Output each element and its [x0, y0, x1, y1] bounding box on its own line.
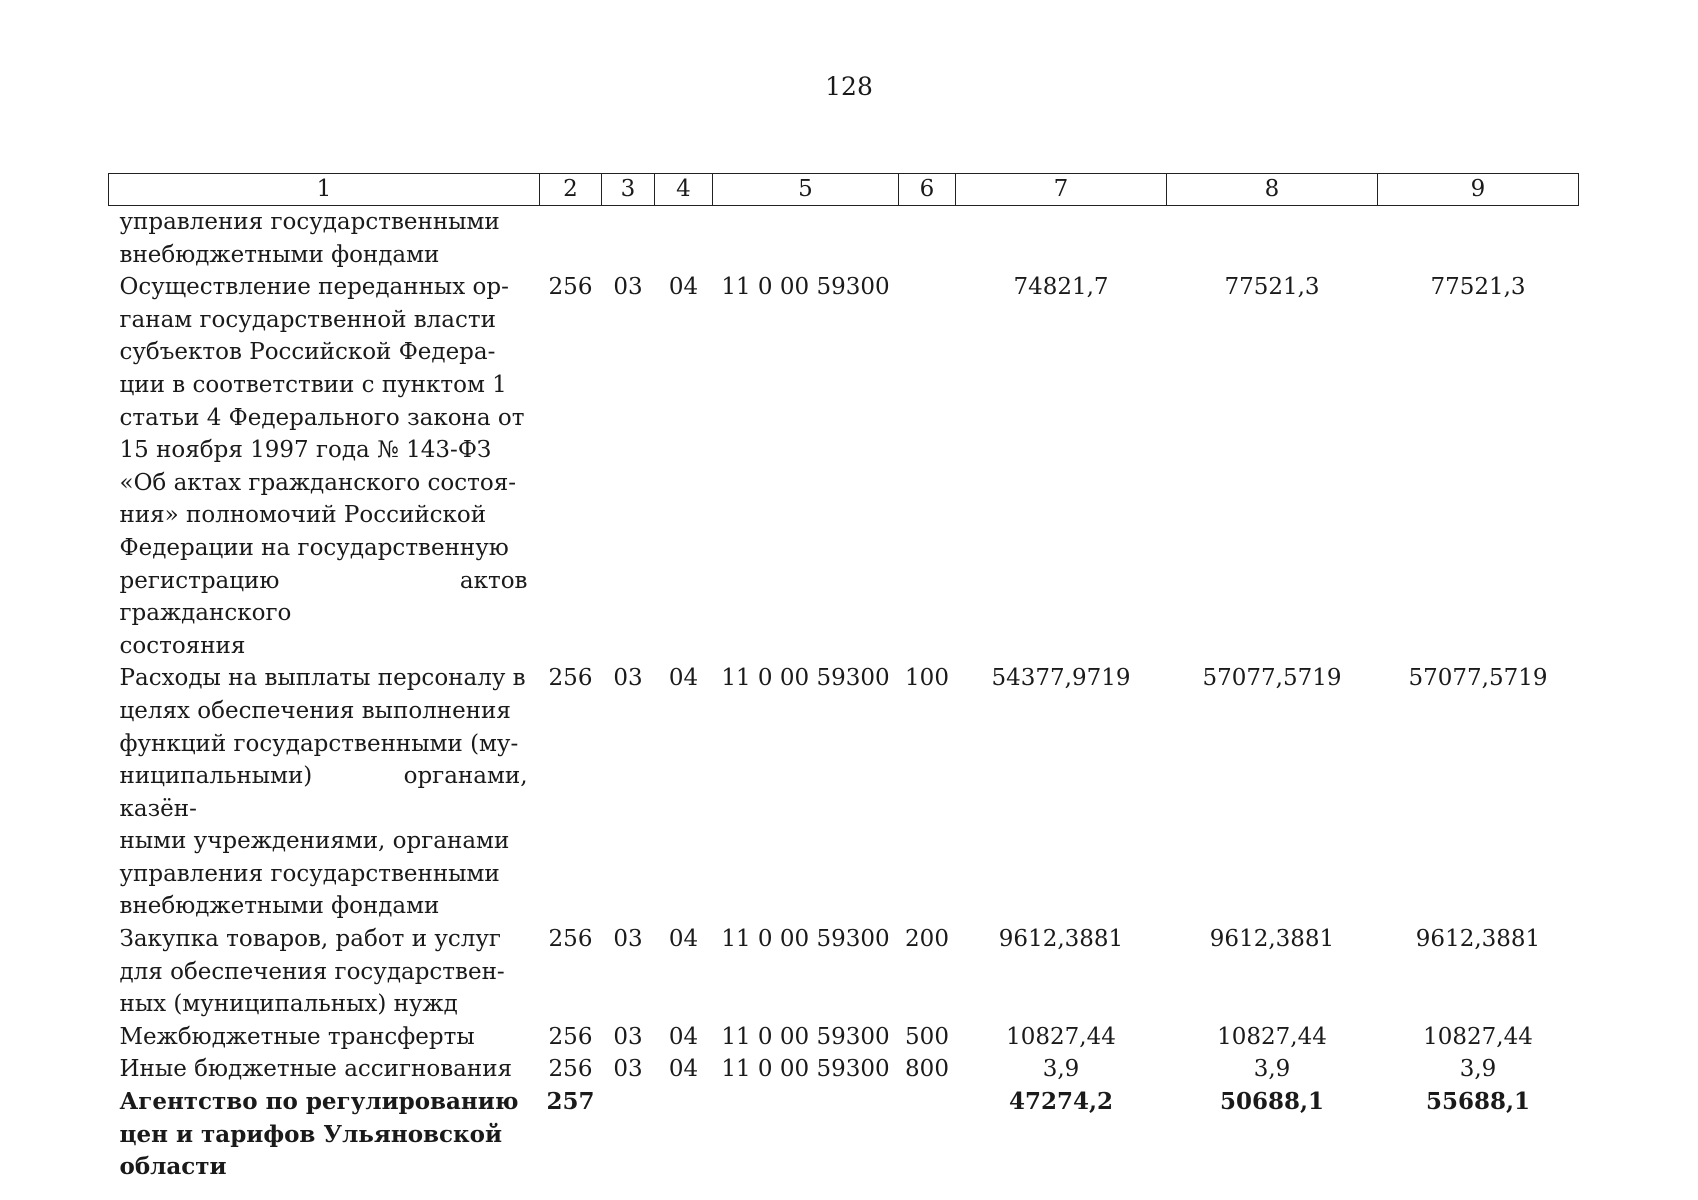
- description-cell: [109, 923, 540, 1021]
- header-cell-6: 6: [899, 174, 956, 206]
- budget-table: [108, 173, 1579, 1184]
- code-section-cell: 03: [613, 665, 643, 692]
- description-line: состояния: [119, 632, 246, 659]
- description-line: Закупка товаров, работ и услуг: [119, 926, 501, 953]
- amount-col8-cell: [1167, 206, 1378, 272]
- code-admin-cell: 256: [548, 926, 593, 953]
- header-cell-7: 7: [956, 174, 1167, 206]
- code-section-cell: [602, 1086, 655, 1184]
- code-expense-type-cell: 500: [905, 1023, 949, 1050]
- description-line: функций государственными (му-: [119, 730, 519, 757]
- amount-col7-cell: 47274,2: [1008, 1088, 1114, 1116]
- code-expense-type-cell: 800: [905, 1056, 949, 1083]
- description-line: Расходы на выплаты персоналу в: [119, 665, 526, 692]
- code-target-cell: [713, 206, 899, 272]
- description-line: целях обеспечения выполнения: [119, 697, 511, 724]
- description-line: статьи 4 Федерального закона от: [119, 404, 525, 431]
- description-line: ния» полномочий Российской: [119, 502, 487, 529]
- description-line: Федерации на государственную: [119, 534, 509, 561]
- description-cell: [109, 1086, 540, 1184]
- code-subsection-cell: 04: [668, 1023, 699, 1050]
- amount-col7-cell: 3,9: [1042, 1056, 1080, 1083]
- code-target-cell: 11 0 00 59300: [721, 1023, 890, 1050]
- code-subsection-cell: 04: [668, 926, 699, 953]
- description-cell: [109, 271, 540, 662]
- code-section-cell: 03: [613, 1056, 643, 1083]
- header-cell-3: 3: [602, 174, 655, 206]
- description-line: Иные бюджетные ассигнования: [119, 1056, 513, 1083]
- description-line: области: [119, 1153, 227, 1181]
- code-admin-cell: 257: [546, 1088, 595, 1116]
- description-line: цен и тарифов Ульяновской: [119, 1120, 503, 1148]
- description-line: ции в соответствии с пунктом 1: [119, 371, 507, 398]
- description-line: для обеспечения государствен-: [119, 958, 505, 985]
- description-line: субъектов Российской Федера-: [119, 339, 496, 366]
- code-target-cell: [713, 1086, 899, 1184]
- code-expense-type-cell: [899, 206, 956, 272]
- code-expense-type-cell: 100: [905, 665, 949, 692]
- code-subsection-cell: 04: [668, 274, 699, 301]
- description-line: управления государственными: [119, 860, 500, 887]
- table-body: [109, 206, 1579, 1184]
- table-row: [109, 1086, 1579, 1184]
- header-cell-4: 4: [655, 174, 713, 206]
- code-admin-cell: 256: [548, 665, 593, 692]
- description-line: ными учреждениями, органами: [119, 828, 510, 855]
- header-cell-9: 9: [1378, 174, 1579, 206]
- description-line: Агентство по регулированию: [119, 1088, 519, 1116]
- code-subsection-cell: 04: [668, 1056, 699, 1083]
- amount-col8-cell: 9612,3881: [1209, 926, 1335, 953]
- code-admin-cell: 256: [548, 274, 593, 301]
- description-line: «Об актах гражданского состоя-: [119, 469, 517, 496]
- table-row: [109, 206, 1579, 272]
- amount-col9-cell: [1378, 206, 1579, 272]
- code-section-cell: 03: [613, 1023, 643, 1050]
- amount-col8-cell: 3,9: [1253, 1056, 1291, 1083]
- amount-col9-cell: 10827,44: [1423, 1023, 1533, 1050]
- code-subsection-cell: 04: [668, 665, 699, 692]
- description-line: 15 ноября 1997 года № 143-ФЗ: [119, 437, 492, 464]
- code-section-cell: 03: [613, 274, 643, 301]
- code-admin-cell: [540, 206, 602, 272]
- amount-col9-cell: 3,9: [1459, 1056, 1497, 1083]
- code-section-cell: 03: [613, 926, 643, 953]
- code-expense-type-cell: 200: [905, 926, 949, 953]
- amount-col9-cell: 57077,5719: [1408, 665, 1548, 692]
- table-row: [109, 923, 1579, 1021]
- table-row: [109, 271, 1579, 662]
- code-subsection-cell: [655, 1086, 713, 1184]
- code-target-cell: 11 0 00 59300: [721, 274, 890, 301]
- amount-col8-cell: 50688,1: [1219, 1088, 1325, 1116]
- code-target-cell: 11 0 00 59300: [721, 665, 890, 692]
- description-line: внебюджетными фондами: [119, 241, 440, 268]
- description-line: Осуществление переданных ор-: [119, 274, 509, 301]
- amount-col7-cell: 9612,3881: [998, 926, 1124, 953]
- description-cell: [109, 662, 540, 923]
- amount-col7-cell: 74821,7: [1013, 274, 1109, 301]
- description-line: ганам государственной власти: [119, 306, 496, 333]
- amount-col8-cell: 57077,5719: [1202, 665, 1342, 692]
- code-admin-cell: 256: [548, 1023, 593, 1050]
- description-line: управления государственными: [119, 209, 500, 235]
- description-line: Межбюджетные трансферты: [119, 1023, 475, 1050]
- code-section-cell: [602, 206, 655, 272]
- description-line: регистрацию актов гражданского: [119, 567, 528, 627]
- header-row: [109, 174, 1579, 206]
- amount-col8-cell: 77521,3: [1224, 274, 1320, 301]
- header-cell-2: 2: [540, 174, 602, 206]
- amount-col8-cell: 10827,44: [1217, 1023, 1327, 1050]
- description-line: ниципальными) органами, казён-: [119, 763, 528, 822]
- amount-col7-cell: [956, 206, 1167, 272]
- amount-col9-cell: 55688,1: [1425, 1088, 1531, 1116]
- header-cell-8: 8: [1167, 174, 1378, 206]
- description-cell: [109, 206, 540, 272]
- code-target-cell: 11 0 00 59300: [721, 1056, 890, 1083]
- code-target-cell: 11 0 00 59300: [721, 926, 890, 953]
- header-cell-1: 1: [109, 174, 540, 206]
- code-subsection-cell: [655, 206, 713, 272]
- table-row: [109, 1021, 1579, 1054]
- code-expense-type-cell: [899, 1086, 956, 1184]
- amount-col9-cell: 77521,3: [1430, 274, 1526, 301]
- code-expense-type-cell: [899, 271, 956, 662]
- description-line: внебюджетными фондами: [119, 893, 440, 920]
- amount-col7-cell: 10827,44: [1006, 1023, 1116, 1050]
- amount-col7-cell: 54377,9719: [991, 665, 1131, 692]
- table-row: [109, 1053, 1579, 1086]
- page-number: 128: [825, 72, 873, 101]
- description-line: ных (муниципальных) нужд: [119, 991, 458, 1018]
- code-admin-cell: 256: [548, 1056, 593, 1083]
- amount-col9-cell: 9612,3881: [1415, 926, 1541, 953]
- header-cell-5: 5: [713, 174, 899, 206]
- description-cell: [109, 1021, 540, 1054]
- description-cell: [109, 1053, 540, 1086]
- table-row: [109, 662, 1579, 923]
